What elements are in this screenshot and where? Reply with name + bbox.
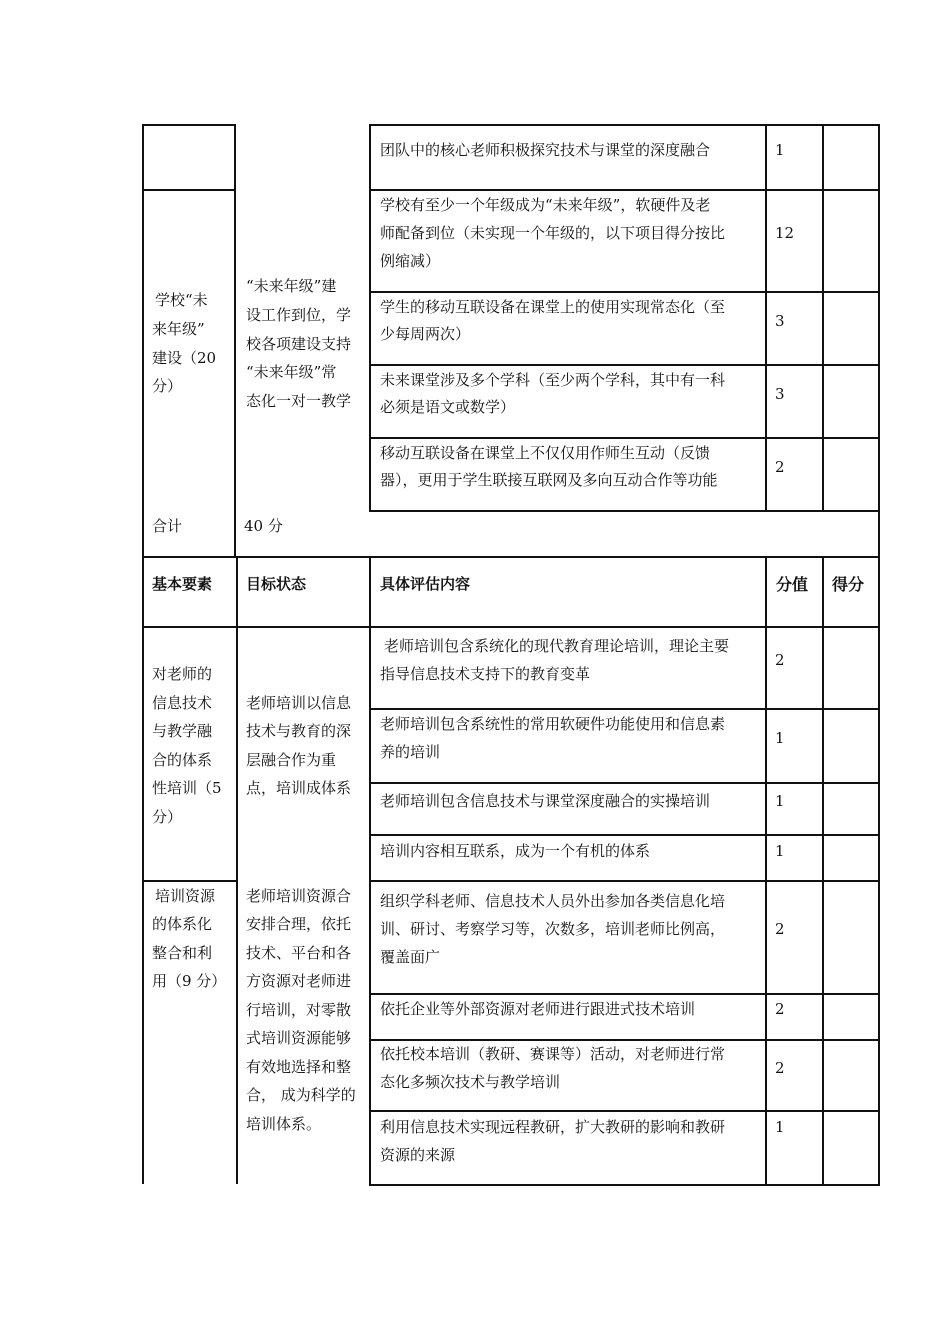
score-cell: 2 [775, 458, 785, 476]
rule [878, 124, 880, 558]
rule [369, 834, 880, 836]
score-cell: 2 [775, 1000, 785, 1018]
cell-text: 技术与教育的深 [246, 722, 352, 740]
rule [369, 880, 880, 882]
content-cell: 未来课堂涉及多个学科（至少两个学科，其中有一科 [380, 371, 726, 389]
cell-text: 方资源对老师进 [246, 972, 352, 990]
rule [878, 556, 880, 1186]
cell-text: 建设（20 [152, 349, 217, 367]
rule [369, 124, 880, 126]
total-value: 40 分 [244, 517, 283, 535]
rule [765, 556, 767, 1186]
content-cell: 移动互联设备在课堂上不仅仅用作师生互动（反馈 [380, 444, 711, 462]
content-cell: 团队中的核心老师积极探究技术与课堂的深度融合 [380, 141, 711, 159]
rule [822, 124, 824, 512]
content-cell: 利用信息技术实现远程教研，扩大教研的影响和教研 [380, 1118, 726, 1136]
score-cell: 3 [775, 312, 785, 330]
score-cell: 1 [775, 842, 785, 860]
score-cell: 2 [775, 920, 785, 938]
cell-text: 设工作到位，学 [246, 306, 352, 324]
header-content: 具体评估内容 [380, 575, 471, 593]
total-label: 合计 [152, 517, 183, 535]
cell-text: 有效地选择和整 [246, 1058, 352, 1076]
rule [369, 124, 371, 512]
rule [234, 124, 236, 558]
cell-text: 培训体系。 [246, 1115, 322, 1133]
rule [822, 556, 824, 1186]
score-cell: 1 [775, 141, 785, 159]
cell-text: 校各项建设支持 [246, 335, 352, 353]
rule [369, 510, 880, 512]
cell-text: 分） [152, 377, 183, 395]
content-cell: 组织学科老师、信息技术人员外出参加各类信息化培 [380, 892, 726, 910]
content-cell: 依托企业等外部资源对老师进行跟进式技术培训 [380, 1000, 696, 1018]
rule [142, 626, 880, 628]
content-cell: 必须是语文或数学） [380, 398, 516, 416]
cell-text: 学校“未 [155, 291, 208, 309]
rule [142, 556, 144, 1184]
cell-text: 合， 成为科学的 [246, 1086, 356, 1104]
cell-text: 行培训，对零散 [246, 1001, 352, 1019]
header-target: 目标状态 [246, 575, 307, 593]
content-cell: 覆盖面广 [380, 948, 441, 966]
content-cell: 态化多频次技术与教学培训 [380, 1073, 561, 1091]
score-cell: 1 [775, 729, 785, 747]
cell-text: 技术、平台和各 [246, 944, 352, 962]
rule [142, 189, 236, 191]
score-cell: 1 [775, 1118, 785, 1136]
content-cell: 资源的来源 [380, 1146, 456, 1164]
cell-text: “未来年级”建 [246, 277, 337, 295]
content-cell: 师配备到位（未实现一个年级的，以下项目得分按比 [380, 224, 726, 242]
cell-text: 点，培训成体系 [246, 779, 352, 797]
score-cell: 12 [775, 224, 795, 242]
rule [369, 1184, 880, 1186]
header-score: 分值 [776, 575, 809, 594]
content-cell: 指导信息技术支持下的教育变革 [380, 665, 591, 683]
score-cell: 2 [775, 1059, 785, 1077]
cell-text: 安排合理，依托 [246, 915, 352, 933]
cell-text: 态化一对一教学 [246, 392, 352, 410]
rule [765, 124, 767, 512]
cell-text: 合的体系 [152, 751, 213, 769]
header-element: 基本要素 [152, 575, 213, 593]
score-cell: 2 [775, 651, 785, 669]
cell-text: 的体系化 [152, 915, 213, 933]
rule [236, 556, 238, 1184]
cell-text: 来年级” [152, 320, 205, 338]
content-cell: 培训内容相互联系，成为一个有机的体系 [380, 842, 651, 860]
content-cell: 老师培训包含系统化的现代教育理论培训，理论主要 [384, 637, 730, 655]
content-cell: 养的培训 [380, 743, 441, 761]
rule [142, 124, 144, 558]
rule [369, 556, 371, 1186]
cell-text: 培训资源 [155, 887, 216, 905]
rule [369, 1110, 880, 1112]
cell-text: 老师培训资源合 [246, 887, 352, 905]
rule [369, 782, 880, 784]
cell-text: 层融合作为重 [246, 751, 337, 769]
content-cell: 少每周两次） [380, 325, 471, 343]
cell-text: 老师培训以信息 [246, 694, 352, 712]
cell-text: 整合和利 [152, 944, 213, 962]
cell-text: 信息技术 [152, 694, 213, 712]
content-cell: 训、研讨、考察学习等，次数多，培训老师比例高， [380, 920, 726, 938]
cell-text: 分） [152, 808, 183, 826]
header-got: 得分 [832, 575, 865, 594]
cell-text: 与教学融 [152, 722, 213, 740]
cell-text: “未来年级”常 [246, 363, 337, 381]
rule [142, 124, 236, 126]
cell-text: 对老师的 [152, 665, 213, 683]
rule [142, 556, 880, 558]
cell-text: 用（9 分） [152, 972, 227, 990]
content-cell: 老师培训包含系统性的常用软硬件功能使用和信息素 [380, 715, 726, 733]
content-cell: 器），更用于学生联接互联网及多向互动合作等功能 [380, 471, 718, 489]
cell-text: 式培训资源能够 [246, 1029, 352, 1047]
content-cell: 例缩减） [380, 252, 441, 270]
content-cell: 老师培训包含信息技术与课堂深度融合的实操培训 [380, 792, 711, 810]
content-cell: 依托校本培训（教研、赛课等）活动，对老师进行常 [380, 1045, 726, 1063]
score-cell: 3 [775, 385, 785, 403]
content-cell: 学校有至少一个年级成为“未来年级”，软硬件及老 [380, 196, 711, 214]
content-cell: 学生的移动互联设备在课堂上的使用实现常态化（至 [380, 298, 726, 316]
score-cell: 1 [775, 792, 785, 810]
cell-text: 性培训（5 [152, 779, 222, 797]
